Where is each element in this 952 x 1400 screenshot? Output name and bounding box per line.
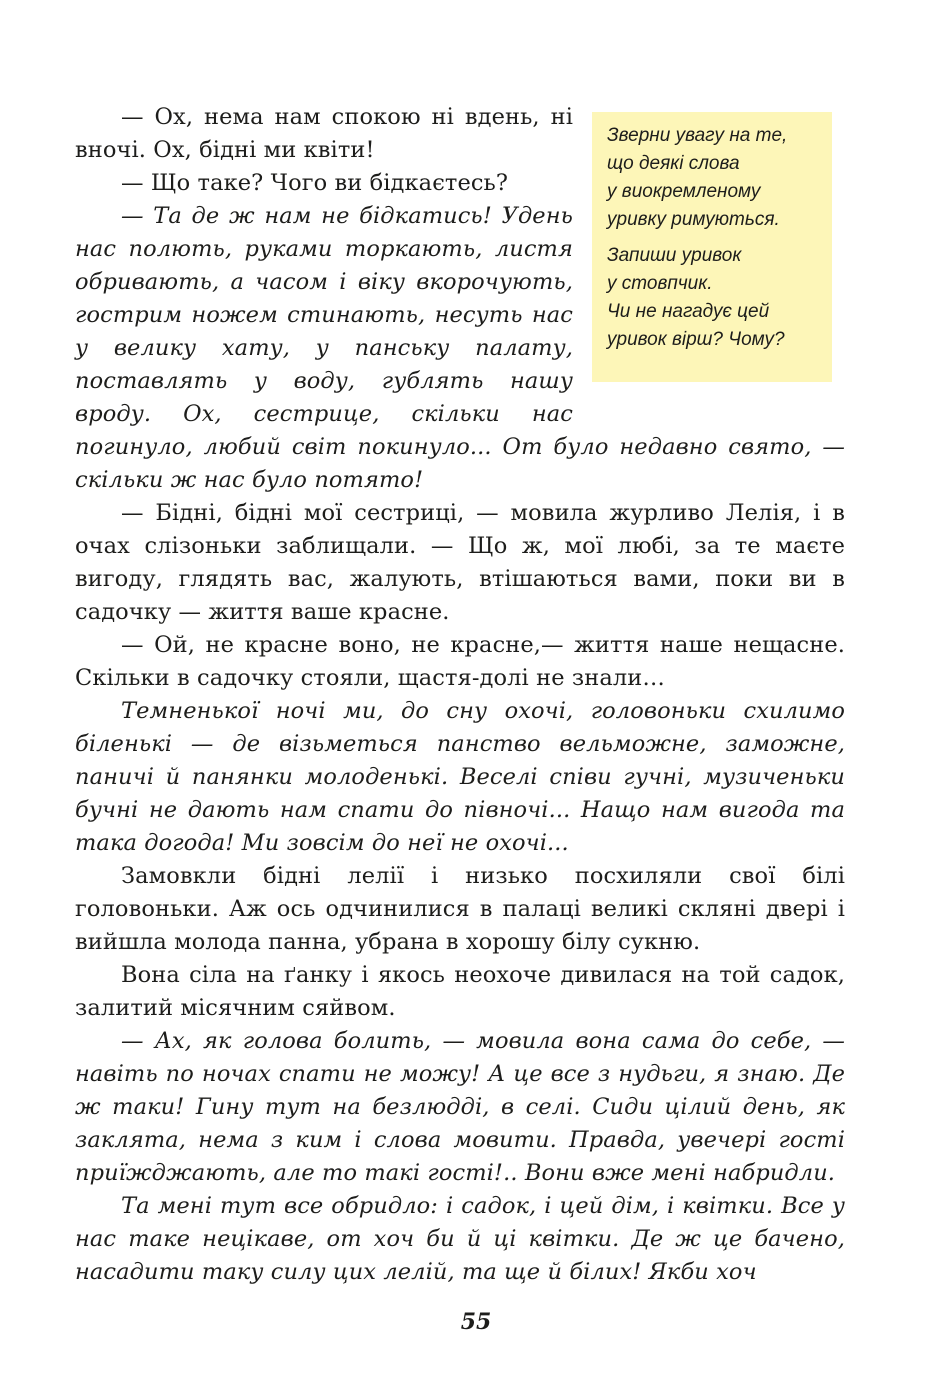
paragraph-8: Вона сіла на ґанку і якось неохоче дивилася на той садок, залитий місячним сяйвом. <box>75 962 845 1021</box>
paragraph-9: — Ах, як голова болить, — мовила вона сама до себе, — навіть по ночах спати не можу! А це все з нудьги, я знаю. Де ж таки! Гину тут на безлюдді, в селі. Сиди цілий день, як заклята, нема з ким і слова мовити. Правда, увечері гості приїжджають, але то такі гості!.. Вони вже мені набридли. <box>75 1028 845 1186</box>
paragraph-4: — Бідні, бідні мої сестриці, — мовила журливо Лелія, і в очах слізоньки заблищали. — Що ж, мої любі, за те маєте вигоду, глядять вас, жалують, втішаються вами, поки ви в садочку — життя ваше красне. <box>75 500 845 625</box>
page-number: 55 <box>460 1309 492 1335</box>
paragraph-1: — Ох, нема нам спокою ні вдень, ні вночі. Ох, бідні ми квіти! <box>75 104 573 163</box>
sidebar-note-2: Запиши уривок у стовпчик. Чи не нагадує цей уривок вірш? Чому? <box>607 245 785 350</box>
sidebar-note-1: Зверни увагу на те, що деякі слова у виокремленому уривку римуються. <box>607 125 788 230</box>
paragraph-10: Та мені тут все обридло: і садок, і цей дім, і квітки. Все у нас таке нецікаве, от хоч би й ці квітки. Де ж це бачено, насадити таку силу цих лелій, та ще й білих! Якби хоч <box>75 1193 845 1285</box>
paragraph-3: — Та де ж нам не бідкатись! Удень нас полють, руками торкають, листя обривають, а часом і віку вкорочують, гострим ножем стинають, несуть нас у велику хату, у панську палату, поставлять у воду, гублять нашу вроду. Ох, сестрице, скільки нас погинуло, любий світ покинуло... От було недавно свято, — скільки ж нас було потято! <box>75 203 845 493</box>
paragraph-5: — Ой, не красне воно, не красне,— життя наше нещасне. Скільки в садочку стояли, щастя-долі не знали… <box>75 632 845 691</box>
paragraph-2: — Що таке? Чого ви бідкаєтесь? <box>121 170 509 196</box>
paragraph-6: Темненької ночі ми, до сну охочі, головоньки схилимо біленькі — де візьметься панство вельможне, заможне, паничі й панянки молоденькі. Веселі співи гучні, музиченьки бучні не дають нам спати до півночі... Нащо нам вигода та така догода! Ми зовсім до неї не охочі... <box>75 698 845 856</box>
paragraph-7: Замовкли бідні лелії і низько посхиляли свої білі головоньки. Аж ось одчинилися в палаці великі скляні двері і вийшла молода панна, убрана в хорошу білу сукню. <box>75 863 845 955</box>
sidebar-note <box>592 112 832 382</box>
